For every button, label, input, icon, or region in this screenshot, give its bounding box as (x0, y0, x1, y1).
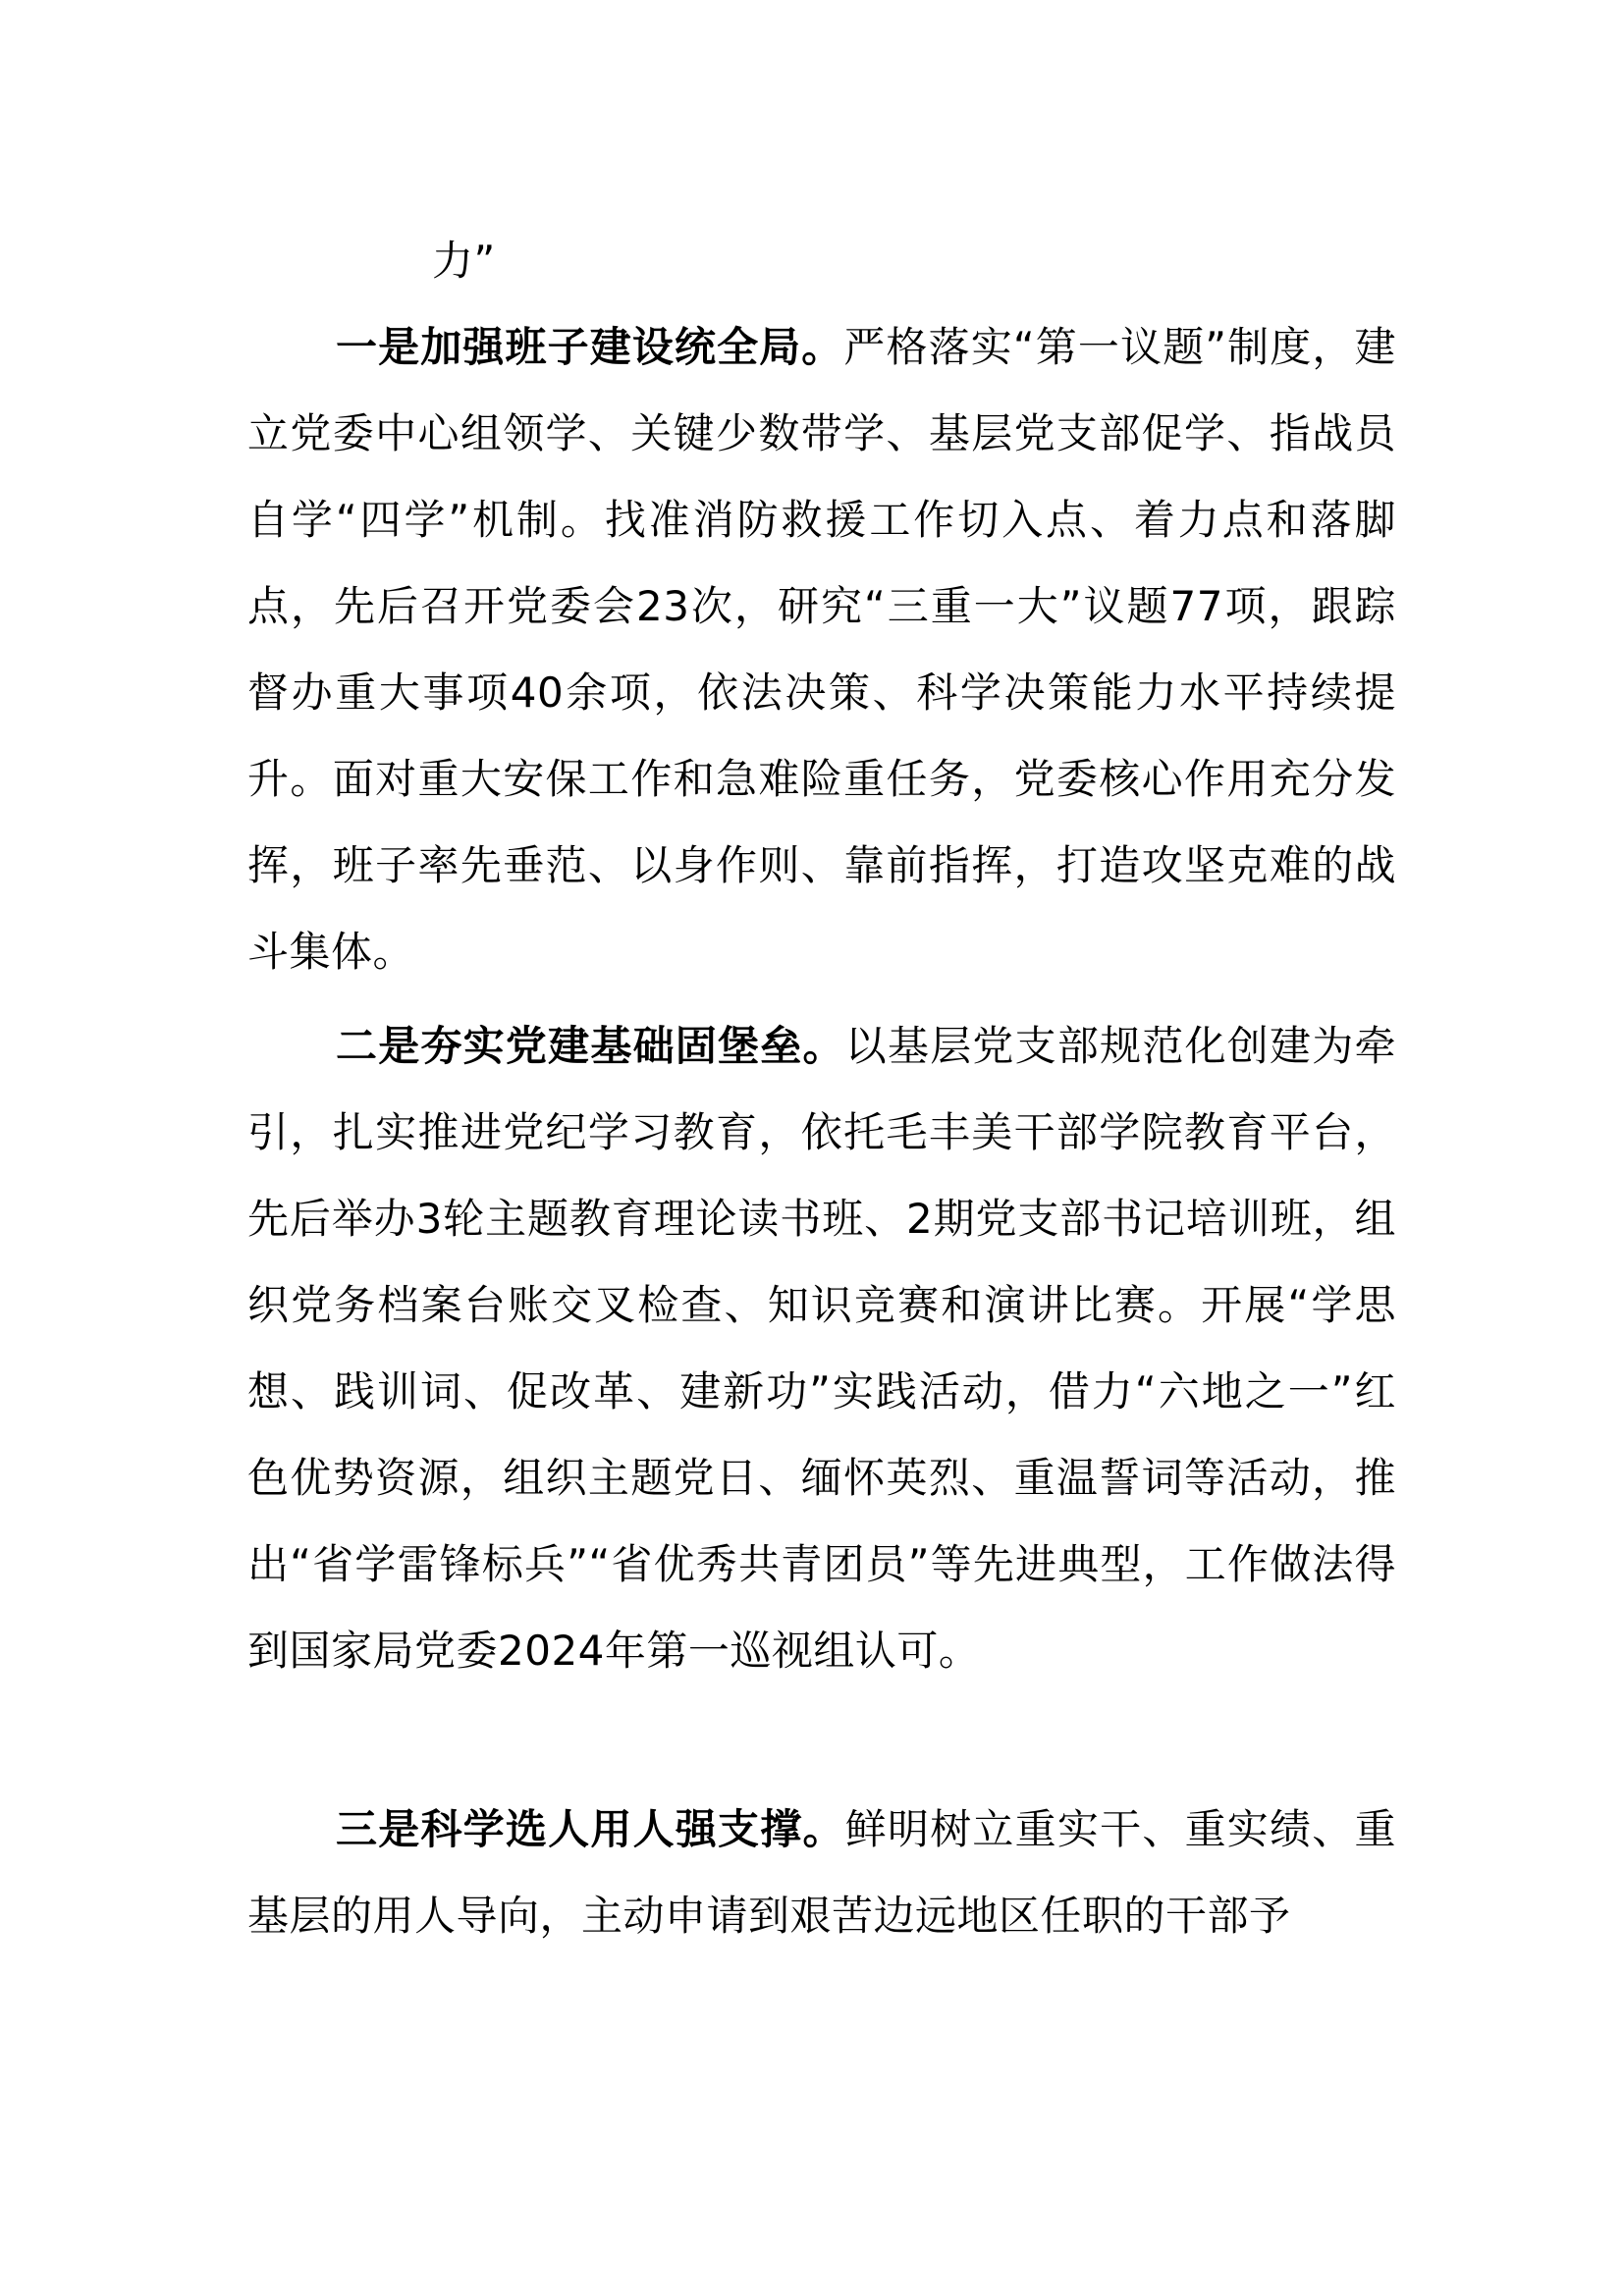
paragraph-3 (247, 1787, 1396, 1959)
continued-text-fragment: 力” (432, 237, 496, 285)
paragraph-2 (247, 1003, 1396, 1694)
paragraph-2-body: 以基层党支部规范化创建为牵引，扎实推进党纪学习教育，依托毛丰美干部学院教育平台，先后举办3轮主题教育理论读书班、2期党支部书记培训班，组织党务档案台账交叉检查、知识竞赛和演讲比赛。开展“学思想、践训词、促改革、建新功”实践活动，借力“六地之一”红色优势资源，组织主题党日、缅怀英烈、重温誓词等活动，推出“省学雷锋标兵”“省优秀共青团员”等先进典型，工作做法得到国家局党委2024年第一巡视组认可。 (247, 1022, 1396, 1675)
paragraph-3-heading: 三是科学选人用人强支撑。 (336, 1805, 845, 1853)
paragraph-3-body: 鲜明树立重实干、重实绩、重基层的用人导向，主动申请到艰苦边远地区任职的干部予 (247, 1805, 1396, 1940)
paragraph-1-heading: 一是加强班子建设统全局。 (336, 323, 844, 371)
paragraph-1 (247, 304, 1396, 995)
paragraph-1-body: 严格落实“第一议题”制度，建立党委中心组领学、关键少数带学、基层党支部促学、指战员自学“四学”机制。找准消防救援工作切入点、着力点和落脚点，先后召开党委会23次，研究“三重一大”议题77项，跟踪督办重大事项40余项，依法决策、科学决策能力水平持续提升。面对重大安保工作和急难险重任务，党委核心作用充分发挥，班子率先垂范、以身作则、靠前指挥，打造攻坚克难的战斗集体。 (247, 323, 1396, 976)
paragraph-2-heading: 二是夯实党建基础固堡垒。 (336, 1022, 845, 1070)
